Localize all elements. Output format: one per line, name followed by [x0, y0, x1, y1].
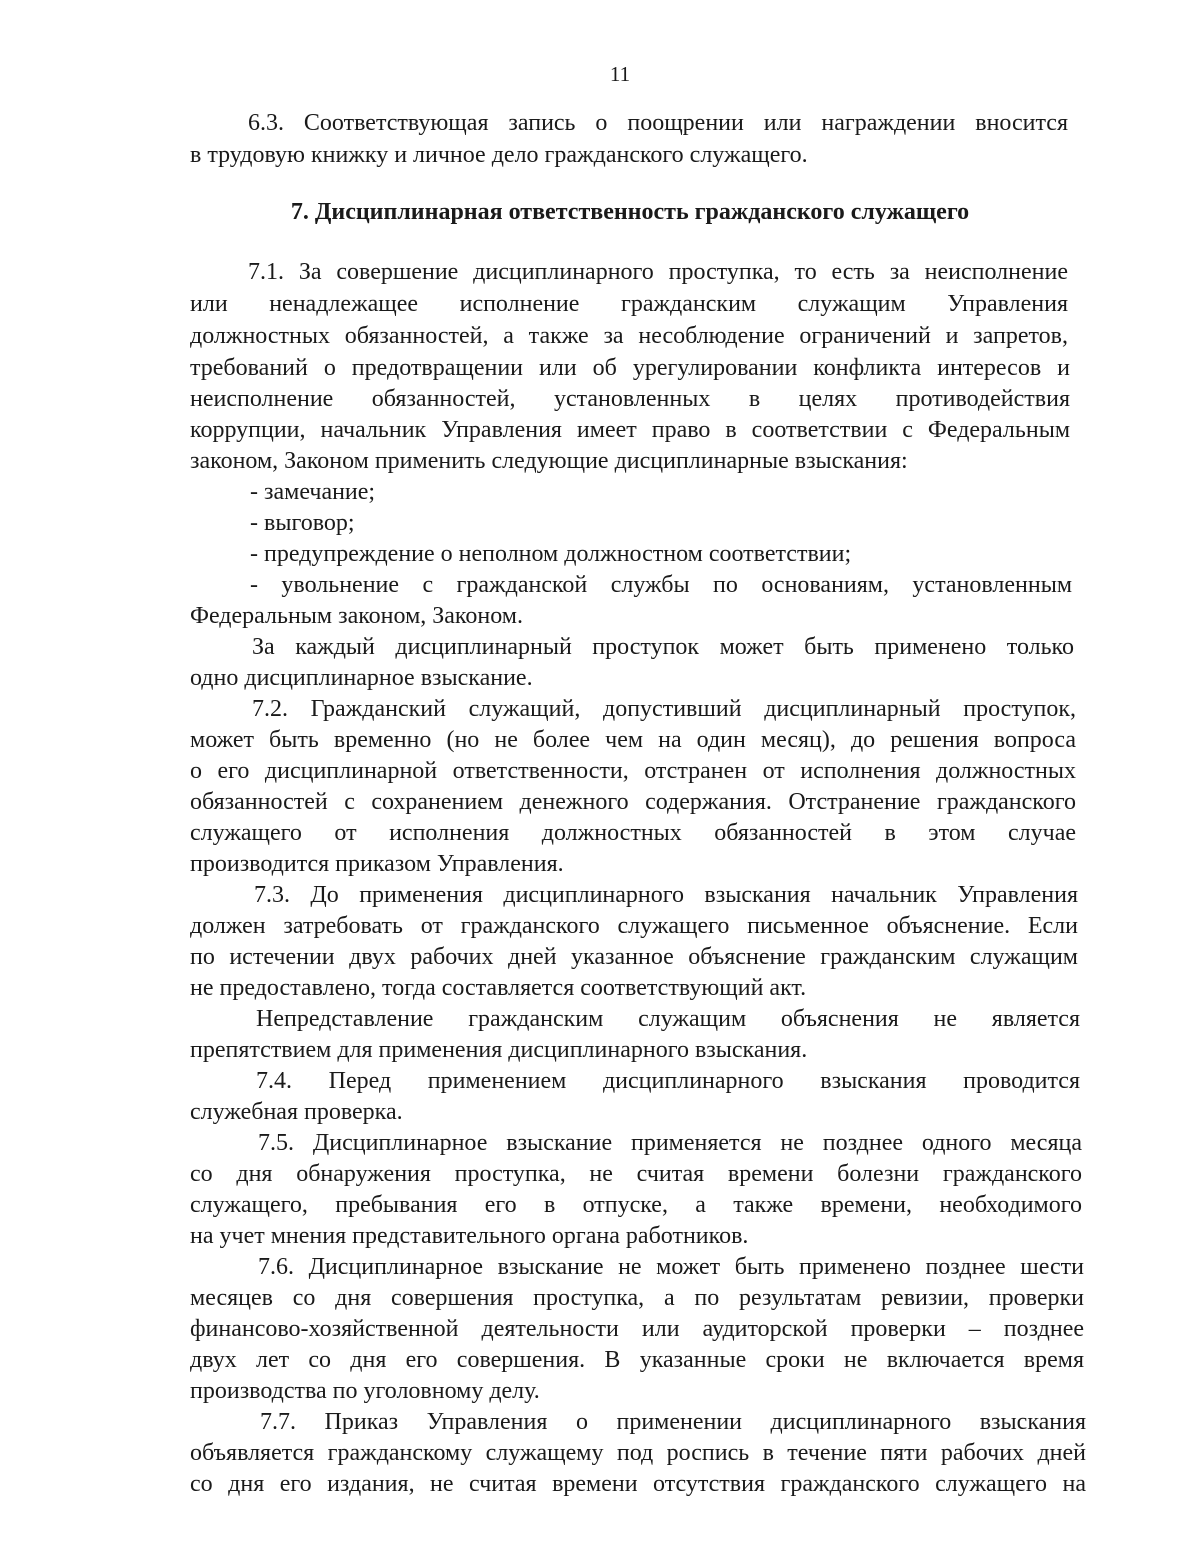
text-line: Федеральным законом, Законом.: [190, 603, 523, 629]
text-line: 7.5. Дисциплинарное взыскание применяется не позднее одного месяца: [258, 1130, 1082, 1156]
text-line: одно дисциплинарное взыскание.: [190, 665, 533, 691]
list-item: - предупреждение о неполном должностном соответствии;: [250, 541, 852, 567]
text-line: не предоставлено, тогда составляется соответствующий акт.: [190, 975, 807, 1001]
section-heading: 7. Дисциплинарная ответственность гражданского служащего: [290, 199, 970, 225]
text-line: 7.2. Гражданский служащий, допустивший дисциплинарный проступок,: [252, 696, 1076, 722]
text-line: 7.6. Дисциплинарное взыскание не может быть применено позднее шести: [258, 1254, 1084, 1280]
text-line: законом, Законом применить следующие дисциплинарные взыскания:: [190, 448, 908, 474]
page-number: 11: [609, 62, 631, 86]
text-line: производится приказом Управления.: [190, 851, 564, 877]
text-line: двух лет со дня его совершения. В указанные сроки не включается время: [190, 1347, 1084, 1373]
text-line: производства по уголовному делу.: [190, 1378, 540, 1404]
text-line: о его дисциплинарной ответственности, отстранен от исполнения должностных: [190, 758, 1076, 784]
text-line: со дня его издания, не считая времени отсутствия гражданского служащего на: [190, 1471, 1086, 1497]
text-line: служащего от исполнения должностных обязанностей в этом случае: [190, 820, 1076, 846]
text-line: по истечении двух рабочих дней указанное объяснение гражданским служащим: [190, 944, 1078, 970]
list-item: - увольнение с гражданской службы по основаниям, установленным: [250, 572, 1072, 598]
text-line: служащего, пребывания его в отпуске, а также времени, необходимого: [190, 1192, 1082, 1218]
text-line: 7.3. До применения дисциплинарного взыскания начальник Управления: [254, 882, 1078, 908]
list-item: - замечание;: [250, 479, 376, 505]
text-line: служебная проверка.: [190, 1099, 403, 1125]
text-line: может быть временно (но не более чем на один месяц), до решения вопроса: [190, 727, 1076, 753]
text-line: За каждый дисциплинарный проступок может быть применено только: [252, 634, 1074, 660]
text-line: обязанностей с сохранением денежного содержания. Отстранение гражданского: [190, 789, 1076, 815]
text-line: 6.3. Соответствующая запись о поощрении или награждении вносится: [248, 110, 1068, 136]
text-line: месяцев со дня совершения проступка, а по результатам ревизии, проверки: [190, 1285, 1084, 1311]
text-line: коррупции, начальник Управления имеет право в соответствии с Федеральным: [190, 417, 1070, 443]
text-line: объявляется гражданскому служащему под роспись в течение пяти рабочих дней: [190, 1440, 1086, 1466]
text-line: неисполнение обязанностей, установленных в целях противодействия: [190, 386, 1070, 412]
text-line: или ненадлежащее исполнение гражданским служащим Управления: [190, 291, 1068, 317]
text-line: требований о предотвращении или об урегулировании конфликта интересов и: [190, 355, 1070, 381]
text-line: 7.1. За совершение дисциплинарного проступка, то есть за неисполнение: [248, 259, 1068, 285]
text-line: 7.4. Перед применением дисциплинарного взыскания проводится: [256, 1068, 1080, 1094]
text-line: финансово-хозяйственной деятельности или аудиторской проверки – позднее: [190, 1316, 1084, 1342]
text-line: 7.7. Приказ Управления о применении дисциплинарного взыскания: [260, 1409, 1086, 1435]
list-item: - выговор;: [250, 510, 355, 536]
text-line: Непредставление гражданским служащим объяснения не является: [256, 1006, 1080, 1032]
text-line: препятствием для применения дисциплинарного взыскания.: [190, 1037, 808, 1063]
text-line: должностных обязанностей, а также за несоблюдение ограничений и запретов,: [190, 323, 1068, 349]
text-line: должен затребовать от гражданского служащего письменное объяснение. Если: [190, 913, 1078, 939]
text-line: со дня обнаружения проступка, не считая времени болезни гражданского: [190, 1161, 1082, 1187]
text-line: в трудовую книжку и личное дело гражданского служащего.: [190, 142, 808, 168]
text-line: на учет мнения представительного органа работников.: [190, 1223, 749, 1249]
